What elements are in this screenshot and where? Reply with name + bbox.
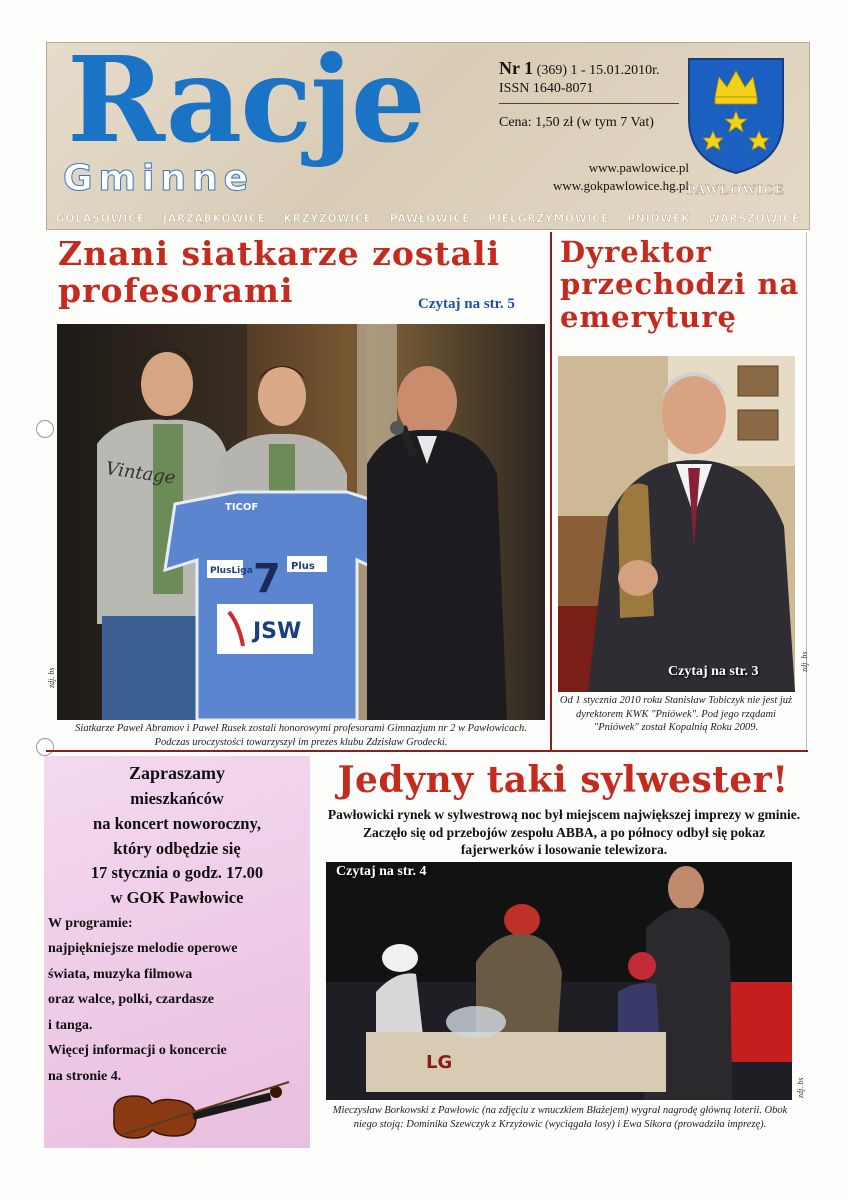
photo-credit: zdj. bs: [800, 651, 809, 672]
column-divider: [550, 232, 552, 750]
coat-of-arms-icon: [687, 57, 785, 175]
lead-new-year: Pawłowicki rynek w sylwestrową noc był miejscem największej imprezy w gminie. Zaczęło się od przebojów zespołu ABBA, a po północy odbył się pokaz fajerwerków i losowanie telewizora.: [327, 807, 801, 858]
photo-volleyball-players: [57, 324, 545, 720]
caption-volleyball: Siatkarze Paweł Abramov i Paweł Rusek zostali honorowymi profesorami Gimnazjum nr 2 w Pawłowicach. Podczas uroczystości towarzyszył im prezes klubu Zdzisław Grodecki.: [75, 723, 527, 749]
issue-info: [499, 57, 679, 132]
concert-line: w GOK Pawłowice: [110, 888, 244, 907]
violin-icon: [104, 1074, 294, 1146]
concert-line: mieszkańców: [130, 789, 224, 808]
box-logo: LG: [426, 1052, 453, 1073]
masthead-rule: [499, 103, 679, 104]
read-more-page-4[interactable]: Czytaj na str. 4: [336, 864, 427, 879]
issue-date: (369) 1 - 15.01.2010r.: [536, 63, 660, 78]
website-link-1[interactable]: www.pawlowice.pl: [588, 160, 689, 175]
shirt-number: 7: [253, 556, 281, 602]
photo-illustration: [326, 862, 792, 1100]
masthead: [46, 30, 810, 230]
village-name: PIELGRZYMOWICE: [488, 213, 610, 225]
program-line: Więcej informacji o koncercie: [48, 1043, 227, 1059]
photo-credit: zdj. bs: [796, 1077, 805, 1098]
read-more-page-5[interactable]: Czytaj na str. 5: [418, 296, 515, 312]
shirt-league: PlusLiga: [210, 566, 253, 576]
program-line: oraz walce, polki, czardasze: [48, 992, 215, 1008]
village-name: PAWŁOWICE: [389, 213, 471, 225]
binder-hole-top: [36, 420, 54, 438]
village-name: WARSZOWICE: [708, 213, 801, 225]
issn: ISSN 1640-8071: [499, 81, 594, 97]
logo-title: Racje: [67, 30, 424, 169]
shirt-brand: TICOF: [225, 502, 259, 513]
concert-line: 17 stycznia o godz. 17.00: [90, 863, 264, 883]
headline-director[interactable]: Dyrektor przechodzi na emeryturę: [560, 235, 800, 334]
photo-new-year-lottery: [326, 862, 792, 1100]
concert-line: Zapraszamy: [129, 763, 225, 783]
headline-volleyball[interactable]: Znani siatkarze zostali profesorami: [58, 234, 501, 310]
villages-strip: [47, 213, 809, 225]
town-name: PAWŁOWICE: [686, 183, 786, 198]
website-links: [499, 159, 689, 194]
program-line: W programie:: [48, 915, 133, 931]
village-name: PNIÓWEK: [627, 213, 691, 225]
price: Cena: 1,50 zł (w tym 7 Vat): [499, 114, 654, 130]
logo-subtitle: Gminne: [63, 158, 255, 199]
village-name: KRZYŻOWICE: [283, 213, 372, 225]
website-link-2[interactable]: www.gokpawlowice.hg.pl: [553, 177, 689, 193]
caption-new-year: Mieczysław Borkowski z Pawłowic (na zdjęciu z wnuczkiem Błażejem) wygrał nagrodę główną loterii. Obok niego stoją: Dominika Szewczyk z Krzyżowic (wyciągała losy) i Ewa Sikora (prowadziła imprezę).: [332, 1105, 788, 1131]
program-line: i tanga.: [48, 1017, 93, 1033]
village-name: GOLASOWICE: [55, 213, 146, 225]
photo-credit: zdj. bs: [47, 667, 56, 688]
program-line: na stronie 4.: [48, 1068, 122, 1084]
photo-illustration: [558, 356, 795, 692]
program-line: najpiękniejsze melodie operowe: [48, 941, 238, 957]
village-name: JARZĄBKOWICE: [162, 213, 266, 225]
concert-announcement: [44, 756, 310, 1148]
concert-line: który odbędzie się: [113, 838, 241, 858]
program-line: świata, muzyka filmowa: [48, 966, 193, 982]
binder-hole-bottom: [36, 738, 54, 756]
read-more-page-3[interactable]: Czytaj na str. 3: [668, 664, 759, 679]
concert-line: na koncert noworoczny,: [93, 813, 261, 833]
photo-illustration: [57, 324, 545, 720]
issue-number: Nr 1: [499, 58, 534, 78]
shirt-sponsor: JSW: [253, 619, 302, 644]
jacket-print: Vintage: [104, 458, 177, 489]
caption-director: Od 1 stycznia 2010 roku Stanisław Tobiczyk nie jest już dyrektorem KWK "Pniówek". Pod jego rządami "Pniówek" został Kopalnią Roku 2009.: [559, 695, 793, 734]
headline-new-year[interactable]: Jedyny taki sylwester!: [337, 759, 789, 801]
photo-director: [558, 356, 795, 692]
shirt-plus: Plus: [291, 561, 315, 572]
